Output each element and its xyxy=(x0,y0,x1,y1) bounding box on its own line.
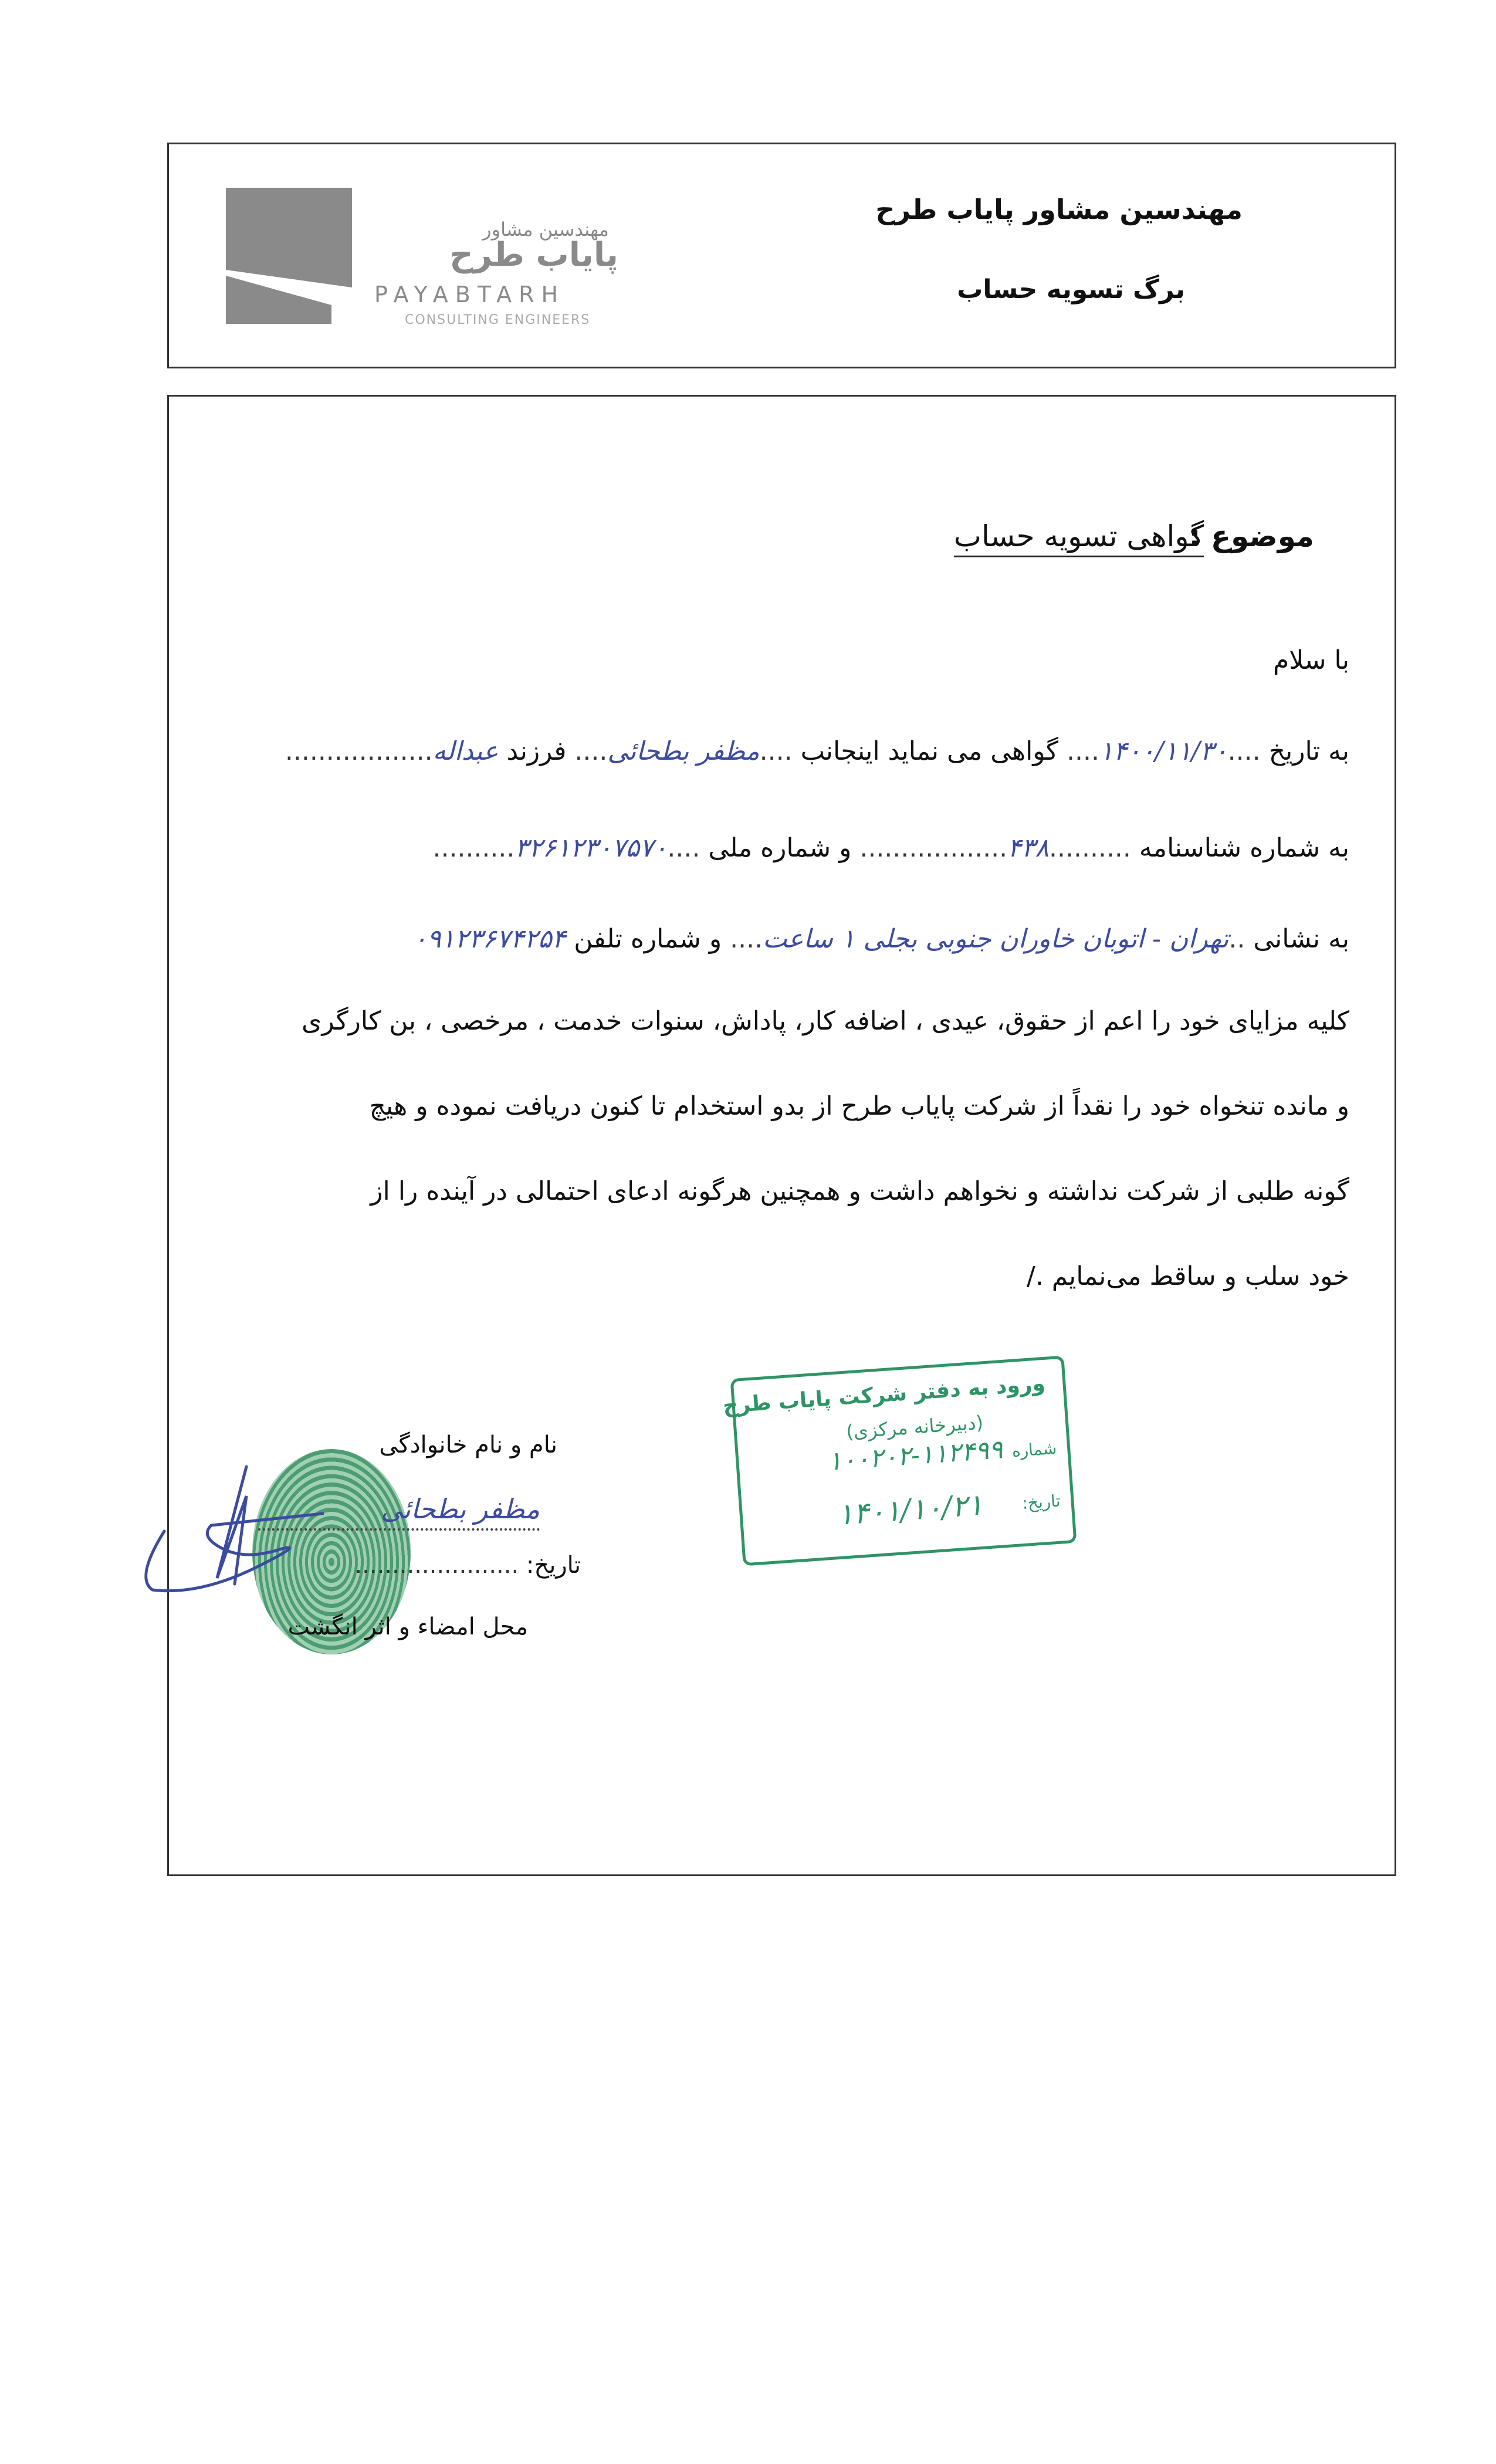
signature-place-label: محل امضاء و اثر انگشت xyxy=(287,1613,528,1640)
company-title: مهندسین مشاور پایاب طرح xyxy=(875,194,1243,225)
greeting: با سلام xyxy=(1272,645,1349,675)
name-value: مظفر بطحائی xyxy=(607,736,760,766)
date-value: ۱۴۰۰/۱۱/۳۰ xyxy=(1099,736,1228,766)
form-line-address: به نشانی ..تهران - اتوبان خاوران جنوبی بجلی ۱ ساعت.... و شماره تلفن ۰۹۱۲۳۶۷۴۲۵۴ xyxy=(413,924,1349,954)
logo-fa-name: پایاب طرح xyxy=(449,236,618,274)
father-value: عبداله xyxy=(432,736,499,766)
logo-en-sub: CONSULTING ENGINEERS xyxy=(405,313,591,327)
signature-date-dots: ...................... xyxy=(354,1552,519,1579)
signature-date-row xyxy=(354,1552,581,1579)
body-line-2: و مانده تنخواه خود را نقداً از شرکت پایاب طرح از بدو استخدام تا کنون دریافت نموده و هیچ xyxy=(369,1091,1349,1121)
form-line-id: به شماره شناسنامه ..........۴۳۸.................. و شماره ملی ....۳۲۶۱۲۳۰۷۵۷۰.......... xyxy=(432,833,1349,863)
signature-name-row xyxy=(381,1493,540,1525)
address-value: تهران - اتوبان خاوران جنوبی بجلی ۱ ساعت xyxy=(763,924,1229,954)
id-value: ۴۳۸ xyxy=(1007,833,1050,863)
stamp-date-value: ۱۴۰۱/۱۰/۲۱ xyxy=(836,1487,984,1532)
main-box xyxy=(167,395,1396,1876)
date-prefix: به تاریخ xyxy=(1268,736,1349,766)
stamp-line-1: ورود به دفتر شرکت پایاب طرح xyxy=(722,1371,1046,1419)
id-prefix: به شماره شناسنامه xyxy=(1139,833,1349,863)
stamp-number-value: ۱۰۰۲۰۲-۱۱۲۴۹۹ xyxy=(827,1434,1004,1477)
certify-text: گواهی می نماید اینجانب xyxy=(800,736,1058,766)
subject-label: موضوع : xyxy=(1189,519,1314,553)
signature-name-value: مظفر بطحائی xyxy=(380,1493,540,1525)
national-label: و شماره ملی xyxy=(708,833,852,863)
child-of-label: فرزند xyxy=(506,736,567,766)
national-value: ۳۲۶۱۲۳۰۷۵۷۰ xyxy=(515,833,668,863)
body-line-4: خود سلب و ساقط می‌نمایم ./ xyxy=(1026,1261,1349,1291)
logo-mark-icon xyxy=(226,188,352,324)
form-title: برگ تسویه حساب xyxy=(957,275,1185,304)
signature-name-label: نام و نام خانوادگی xyxy=(379,1431,557,1458)
form-line-date: به تاریخ ....۱۴۰۰/۱۱/۳۰.... گواهی می نماید اینجانب ....مظفر بطحائی.... فرزند عبداله.................. xyxy=(285,736,1349,766)
phone-label: و شماره تلفن xyxy=(574,924,722,954)
stamp-number-label: شماره xyxy=(1011,1438,1058,1461)
body-line-3: گونه طلبی از شرکت نداشته و نخواهم داشت و همچنین هرگونه ادعای احتمالی در آینده را از xyxy=(370,1176,1349,1206)
company-logo-mark xyxy=(226,188,352,324)
stamp-line-2: (دبیرخانه مرکزی) xyxy=(845,1411,984,1443)
body-line-1: کلیه مزایای خود را اعم از حقوق، عیدی ، اضافه کار، پاداش، سنوات خدمت ، مرخصی ، بن کارگری xyxy=(302,1006,1349,1036)
subject-value: گواهی تسویه حساب xyxy=(954,519,1204,557)
signature-date-label: تاریخ: xyxy=(526,1552,581,1579)
receipt-stamp xyxy=(722,1356,1077,1566)
phone-value: ۰۹۱۲۳۶۷۴۲۵۴ xyxy=(413,924,566,954)
address-prefix: به نشانی xyxy=(1253,924,1349,954)
stamp-date-label: تاریخ: xyxy=(1021,1491,1061,1514)
logo-fa-top: مهندسین مشاور xyxy=(482,218,609,241)
logo-en-name: PAYABTARH xyxy=(374,282,566,307)
signature-name-underline xyxy=(258,1528,540,1531)
